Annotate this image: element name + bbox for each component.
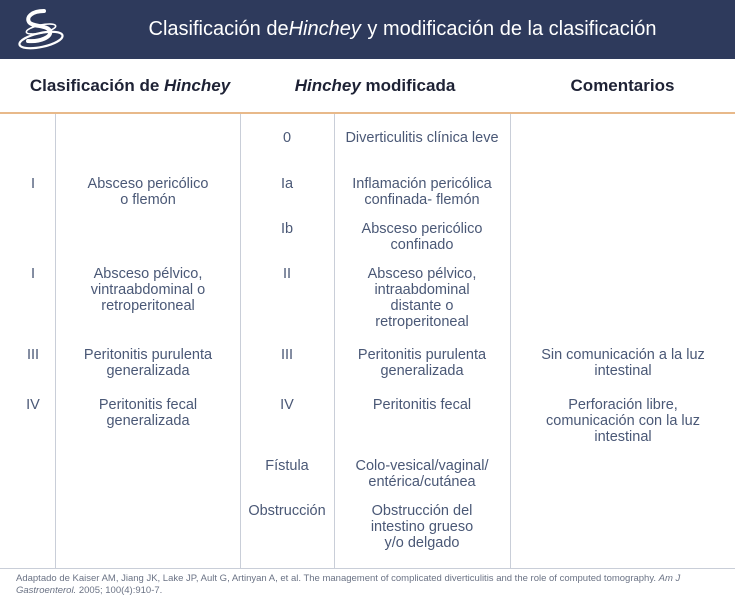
modified-grade: II (282, 266, 292, 282)
modified-grade: Obstrucción (248, 503, 326, 519)
modified-description: Colo-vesical/vaginal/ entérica/cutánea (355, 458, 489, 490)
modified-grade: Fístula (265, 458, 309, 474)
modified-grade: 0 (282, 130, 292, 146)
comment: Perforación libre, comunicación con la luz intestinal (546, 397, 700, 445)
table-header (0, 59, 735, 112)
header-divider (0, 112, 735, 114)
modified-grade: III (280, 347, 294, 363)
modified-description: Peritonitis purulenta generalizada (357, 347, 487, 379)
modified-description: Absceso pélvico, intraabdominal distante o retroperitoneal (367, 266, 477, 330)
modified-description: Diverticulitis clínica leve (345, 130, 499, 146)
comment: Sin comunicación a la luz intestinal (541, 347, 705, 379)
original-description: Absceso pericólico o flemón (87, 176, 209, 208)
table-bottom-divider (0, 568, 735, 569)
logo-icon (14, 8, 66, 52)
modified-description: Peritonitis fecal (372, 397, 472, 413)
original-description: Absceso pélvico, vintraabdominal o retroperitoneal (90, 266, 206, 314)
source-footnote: Adaptado de Kaiser AM, Jiang JK, Lake JP, Ault G, Artinyan A, et al. The management of complicated diverticulitis and the role of computed tomography. Am J Gastroenterol. 2005; 100(4):910-7. (16, 573, 681, 596)
original-description: Peritonitis purulenta generalizada (83, 347, 213, 379)
modified-grade: Ib (280, 221, 294, 237)
header-hinchey-modificada: Hinchey modificada (294, 75, 456, 95)
original-description: Peritonitis fecal generalizada (98, 397, 198, 429)
header-hinchey: Clasificación de Hinchey (29, 75, 231, 95)
original-grade: I (30, 266, 36, 282)
original-grade: III (26, 347, 40, 363)
header-comentarios: Comentarios (570, 75, 675, 95)
modified-grade: IV (280, 397, 294, 413)
page-title: Clasificación de Hinchey y modificación de la clasificación (148, 18, 657, 40)
original-grade: IV (26, 397, 40, 413)
modified-grade: Ia (280, 176, 294, 192)
title-bar (0, 0, 735, 59)
original-grade: I (30, 176, 36, 192)
modified-description: Obstrucción del intestino grueso y/o delgado (370, 503, 474, 551)
modified-description: Inflamación pericólica confinada- flemón (352, 176, 492, 208)
column-divider (510, 114, 511, 568)
modified-description: Absceso pericólico confinado (361, 221, 483, 253)
